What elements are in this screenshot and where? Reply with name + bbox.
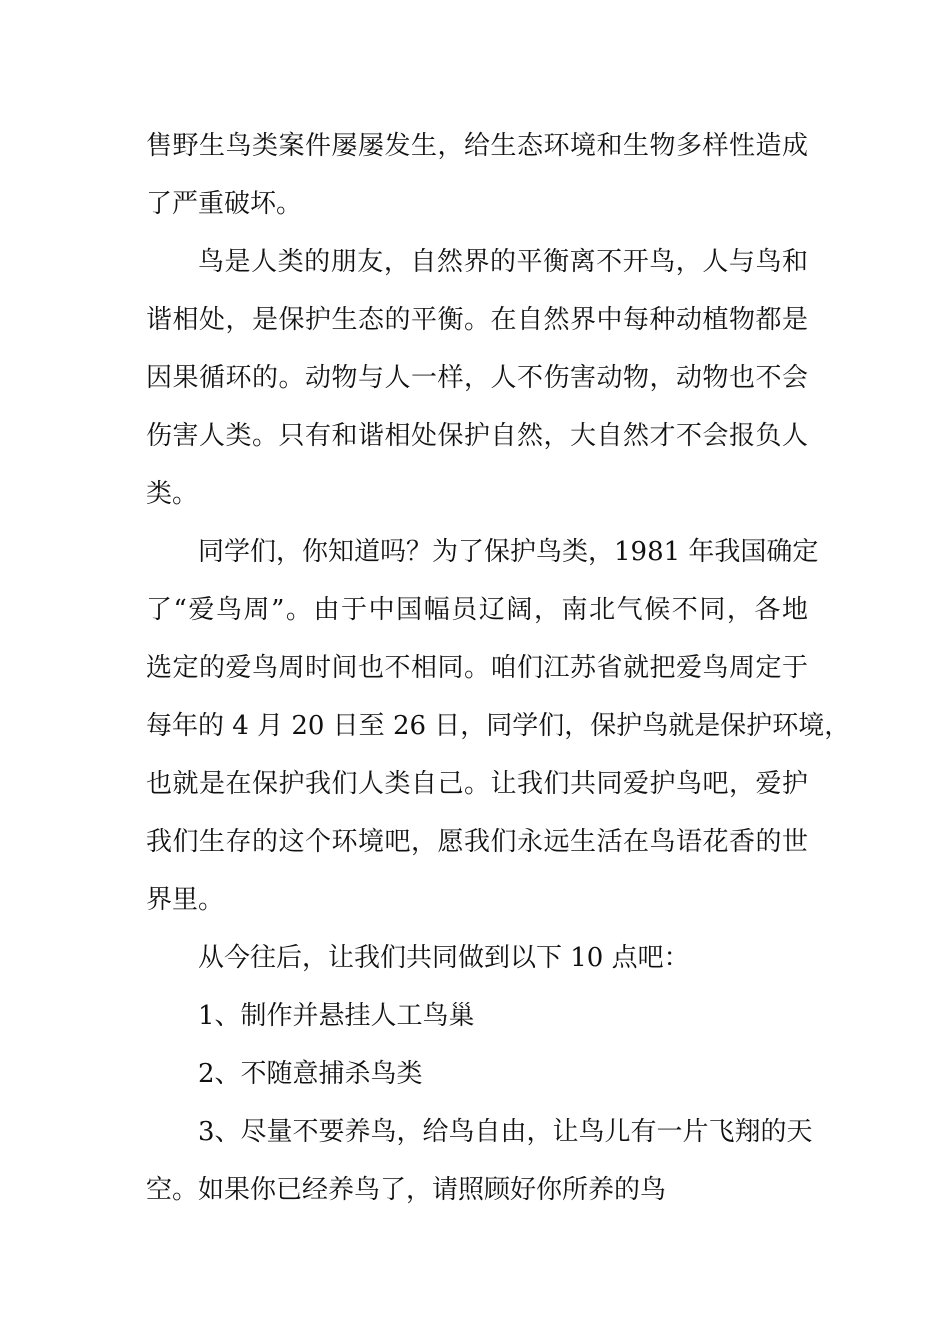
text-line: 从今往后，让我们共同做到以下 10 点吧：: [198, 943, 690, 973]
text-line: 鸟是人类的朋友，自然界的平衡离不开鸟，人与鸟和: [198, 247, 808, 277]
text-line: 了严重破坏。: [146, 189, 303, 219]
text-line: 界里。: [146, 885, 225, 915]
text-line: 类。: [146, 479, 199, 509]
text-line: 1、制作并悬挂人工鸟巢: [198, 1001, 475, 1031]
document-body: [146, 117, 851, 1219]
text-line: 也就是在保护我们人类自己。让我们共同爱护鸟吧，爱护: [146, 769, 808, 799]
list-item: [146, 1045, 808, 1103]
text-line: 售野生鸟类案件屡屡发生，给生态环境和生物多样性造成: [146, 131, 808, 161]
text-line: 选定的爱鸟周时间也不相同。咱们江苏省就把爱鸟周定于: [146, 653, 808, 683]
text-line: 空。如果你已经养鸟了，请照顾好你所养的鸟: [146, 1175, 667, 1205]
text-line: 2、不随意捕杀鸟类: [198, 1059, 423, 1089]
text-line: 3、尽量不要养鸟，给鸟自由，让鸟儿有一片飞翔的天: [198, 1117, 813, 1147]
paragraph: [146, 523, 851, 929]
text-line: 因果循环的。动物与人一样，人不伤害动物，动物也不会: [146, 363, 808, 393]
text-line: 谐相处，是保护生态的平衡。在自然界中每种动植物都是: [146, 305, 808, 335]
text-line: 每年的 4 月 20 日至 26 日，同学们，保护鸟就是保护环境，: [146, 711, 851, 741]
paragraph: [146, 117, 808, 233]
paragraph: [146, 929, 808, 987]
list-item: [146, 987, 808, 1045]
text-line: 了“爱鸟周”。由于中国幅员辽阔，南北气候不同，各地: [146, 595, 808, 625]
text-line: 我们生存的这个环境吧，愿我们永远生活在鸟语花香的世: [146, 827, 808, 857]
paragraph: [146, 233, 808, 523]
text-line: 同学们，你知道吗？为了保护鸟类，1981 年我国确定: [198, 537, 819, 567]
text-line: 伤害人类。只有和谐相处保护自然，大自然才不会报负人: [146, 421, 808, 451]
list-item: [146, 1103, 813, 1219]
